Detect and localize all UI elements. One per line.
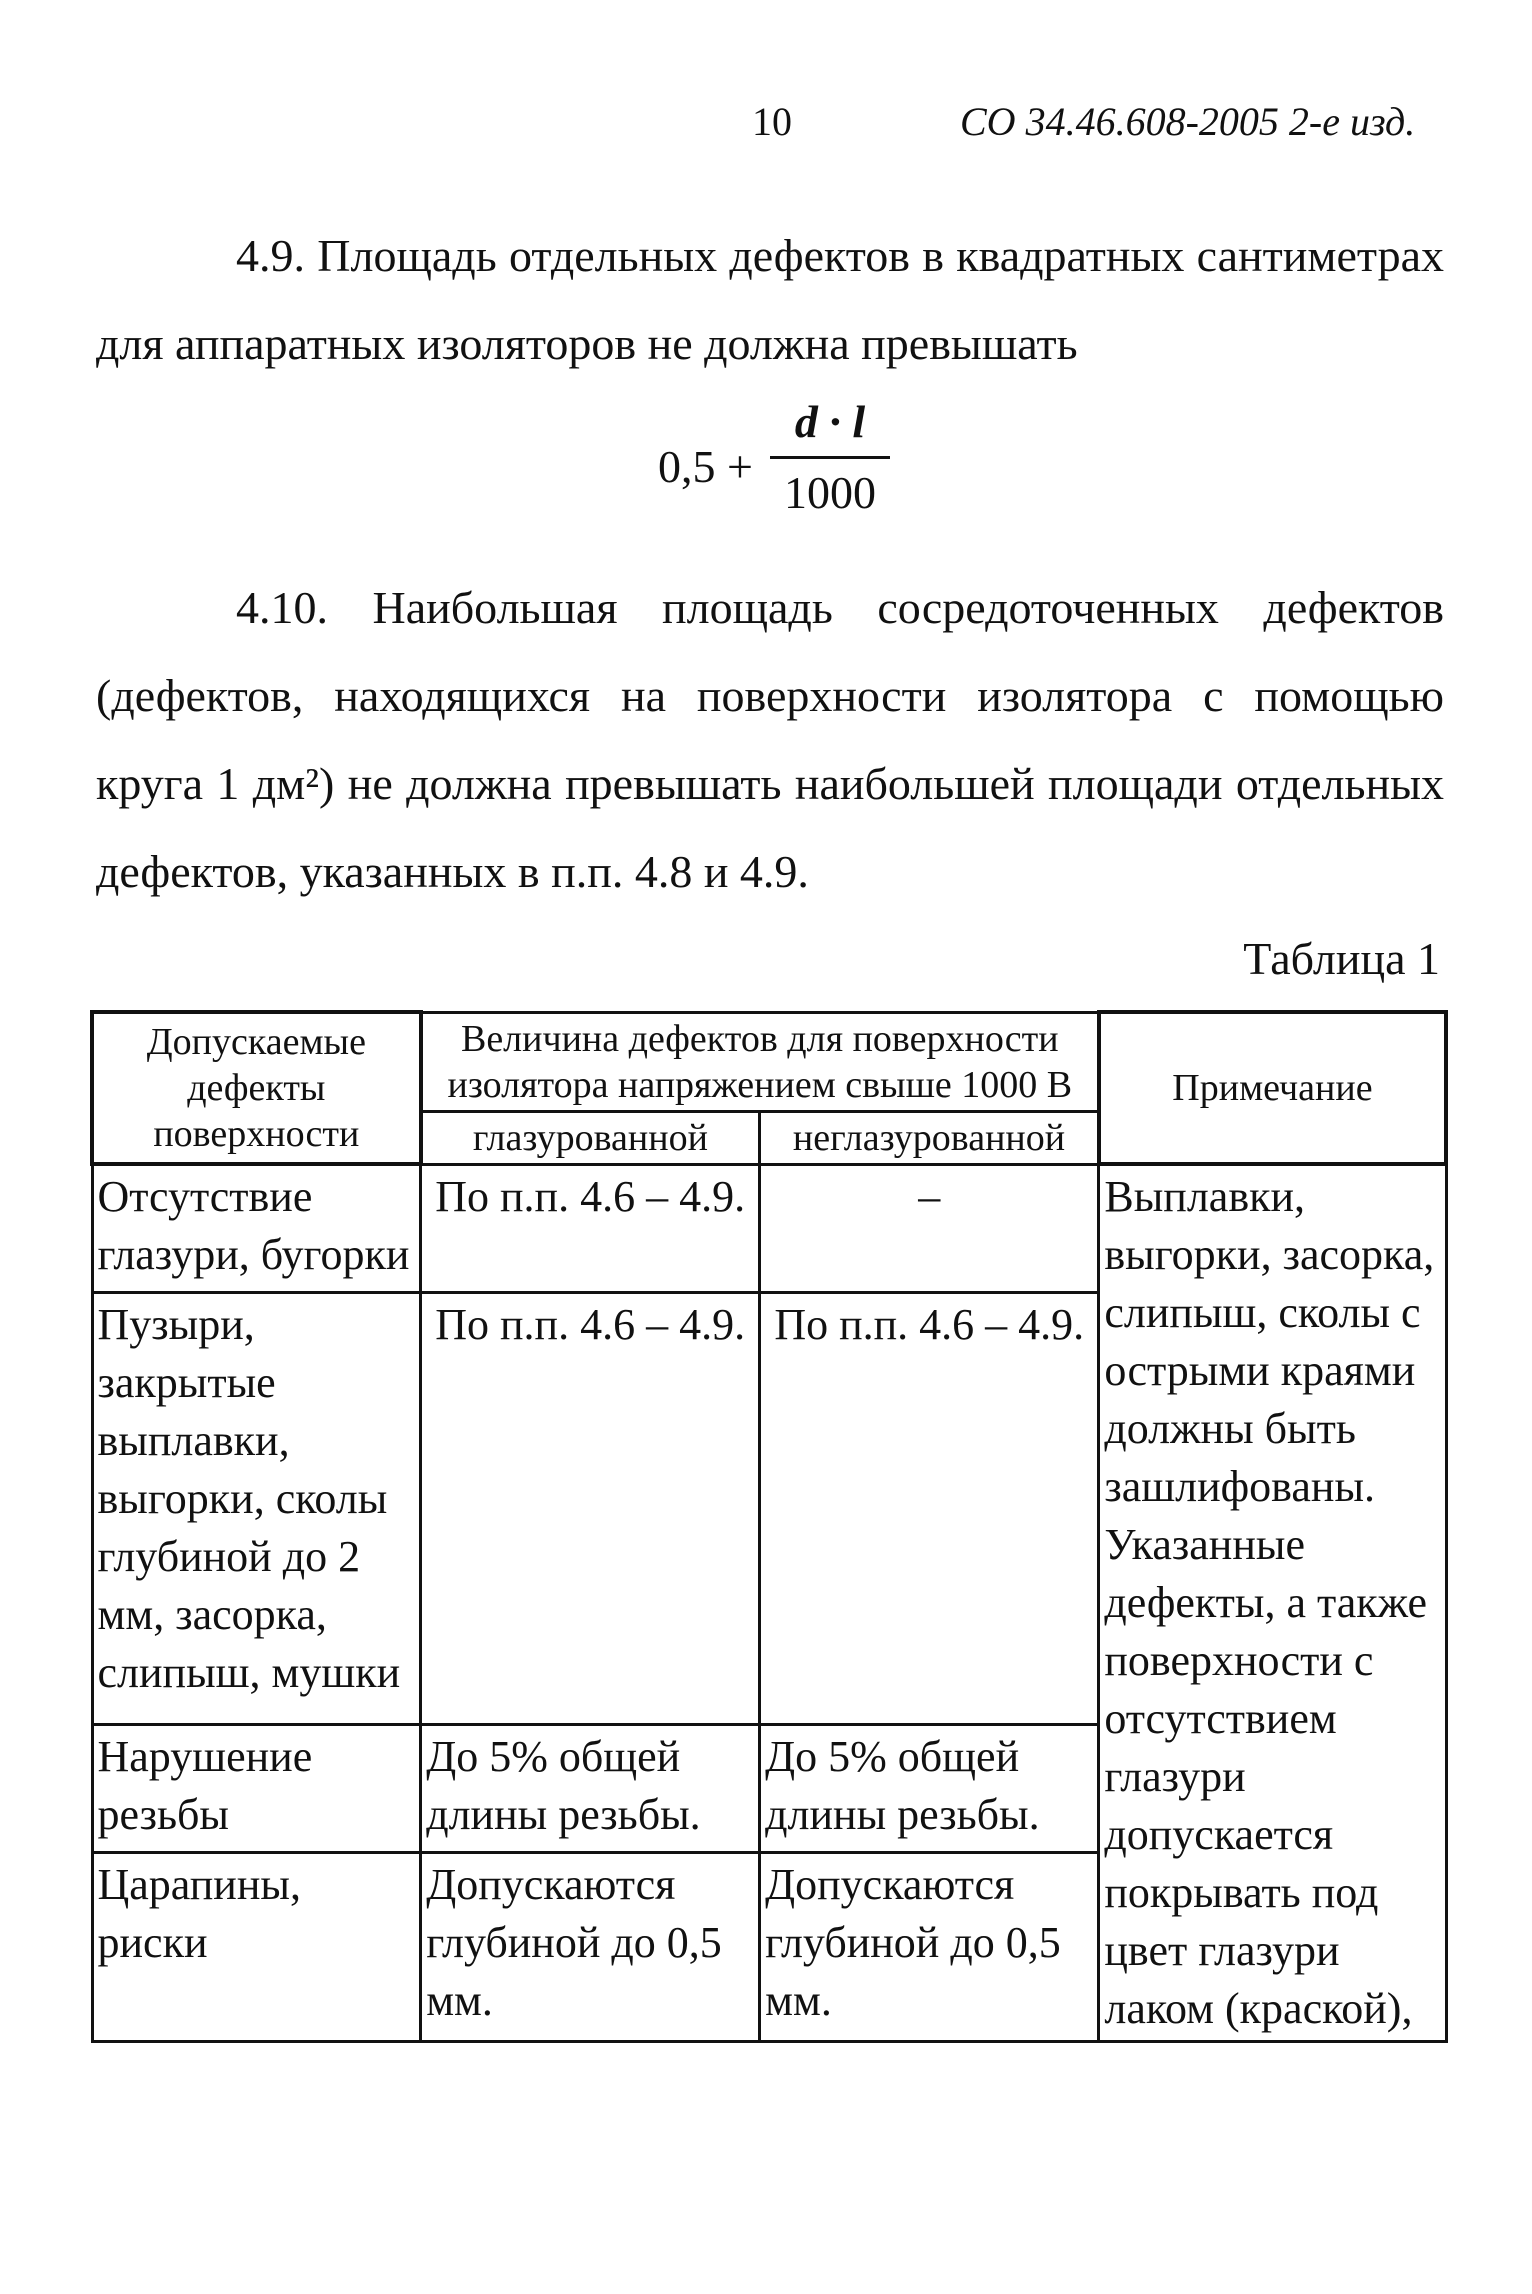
paragraph-4-9-text: 4.9. Площадь отдельных дефектов в квадратных сантиметрах для аппаратных изоляторов не должна превышать bbox=[96, 230, 1444, 369]
header-note: Примечание bbox=[1099, 1012, 1446, 1164]
row-defect: Отсутствие глазури, бугорки bbox=[92, 1164, 421, 1293]
header-defects: Допускаемые дефекты поверхности bbox=[92, 1012, 421, 1164]
table-caption: Таблица 1 bbox=[1243, 933, 1440, 984]
row-defect: Нарушение резьбы bbox=[92, 1724, 421, 1852]
document-code: СО 34.46.608-2005 2-е изд. bbox=[960, 99, 1416, 144]
row-glazed: До 5% общей длины резьбы. bbox=[421, 1724, 760, 1852]
paragraph-4-10 bbox=[96, 564, 1444, 916]
formula-denominator: 1000 bbox=[784, 467, 876, 518]
row-glazed: Допускаются глубиной до 0,5 мм. bbox=[421, 1853, 760, 2042]
formula bbox=[658, 392, 898, 542]
row-unglazed: До 5% общей длины резьбы. bbox=[760, 1724, 1099, 1852]
fraction-bar bbox=[770, 456, 890, 459]
row-unglazed: По п.п. 4.6 – 4.9. bbox=[760, 1293, 1099, 1724]
header-defect-size: Величина дефектов для поверхности изолятора напряжением свыше 1000 В bbox=[421, 1012, 1099, 1111]
defects-table bbox=[90, 1010, 1448, 2043]
row-glazed: По п.п. 4.6 – 4.9. bbox=[421, 1164, 760, 1293]
header-glazed: глазурованной bbox=[421, 1111, 760, 1164]
paragraph-4-9 bbox=[96, 212, 1444, 388]
row-unglazed: Допускаются глубиной до 0,5 мм. bbox=[760, 1853, 1099, 2042]
paragraph-4-10-text: 4.10. Наибольшая площадь сосредоточенных дефектов (дефектов, находящихся на поверхности изолятора с помощью круга 1 дм²) не должна превышать наибольшей площади отдельных дефектов, указанных в п.п. 4.8 и 4.9. bbox=[96, 582, 1444, 897]
header-unglazed: неглазурованной bbox=[760, 1111, 1099, 1164]
formula-fraction bbox=[770, 392, 890, 523]
note-cell: Выплавки, выгорки, засорка, слипыш, сколы с острыми краями должны быть зашлифованы. Указанные дефекты, а также поверхности с отсутствием глазури допускается покрывать под цвет глазури лаком (краской), bbox=[1099, 1164, 1446, 2042]
row-defect: Царапины, риски bbox=[92, 1853, 421, 2042]
page-number: 10 bbox=[752, 99, 792, 144]
formula-numerator: d · l bbox=[794, 396, 866, 447]
row-unglazed: – bbox=[760, 1164, 1099, 1293]
row-glazed: По п.п. 4.6 – 4.9. bbox=[421, 1293, 760, 1724]
row-defect: Пузыри, закрытые выплавки, выгорки, сколы глубиной до 2 мм, засорка, слипыш, мушки bbox=[92, 1293, 421, 1724]
table-row bbox=[92, 1164, 1446, 1293]
formula-lhs: 0,5 + bbox=[658, 441, 753, 492]
